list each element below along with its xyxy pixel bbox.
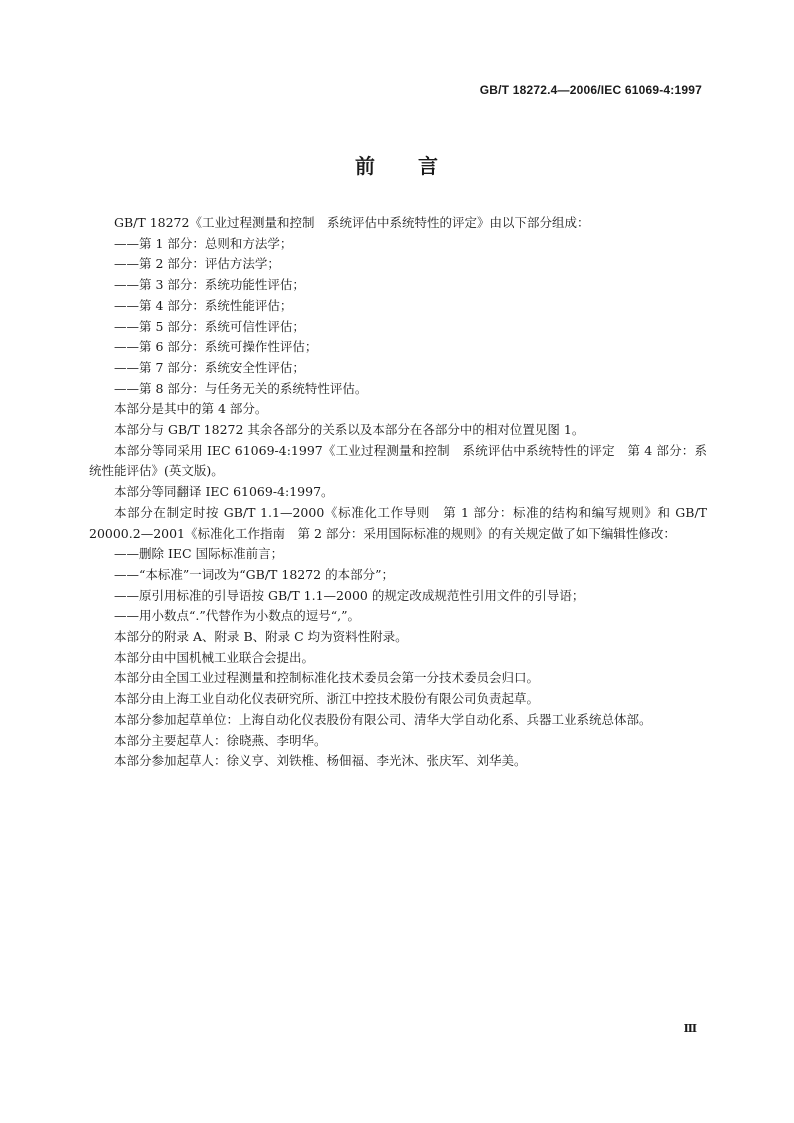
list-item-part-4: ——第 4 部分：系统性能评估； — [114, 297, 293, 313]
list-item-part-2: ——第 2 部分：评估方法学； — [114, 256, 280, 272]
list-item-part-8: ——第 8 部分：与任务无关的系统特性评估。 — [114, 380, 368, 396]
paragraph-adoption: 本部分等同采用 IEC 61069-4:1997《工业过程测量和控制 系统评估中系统特性的评定 第 4 部分：系统性能评估》(英文版)。 — [89, 442, 707, 479]
paragraph-proposer: 本部分由中国机械工业联合会提出。 — [114, 649, 315, 665]
paragraph-annexes: 本部分的附录 A、附录 B、附录 C 均为资料性附录。 — [114, 629, 408, 645]
list-item-edit-1: ——删除 IEC 国际标准前言； — [114, 546, 284, 562]
list-item-edit-2: ——“本标准”一词改为“GB/T 18272 的本部分”； — [114, 566, 394, 582]
list-item-part-5: ——第 5 部分：系统可信性评估； — [114, 318, 305, 334]
paragraph-intro: GB/T 18272《工业过程测量和控制 系统评估中系统特性的评定》由以下部分组成： — [114, 215, 590, 230]
paragraph-participating-units: 本部分参加起草单位：上海自动化仪表股份有限公司、清华大学自动化系、兵器工业系统总体部。 — [114, 711, 652, 727]
list-item-edit-3: ——原引用标准的引导语按 GB/T 1.1—2000 的规定改成规范性引用文件的引导语； — [114, 587, 585, 603]
paragraph-relation: 本部分与 GB/T 18272 其余各部分的关系以及本部分在各部分中的相对位置见图 1。 — [114, 422, 585, 438]
foreword-body — [89, 213, 707, 772]
paragraph-participating-drafters: 本部分参加起草人：徐义亨、刘铁椎、杨佃福、李光沐、张庆军、刘华美。 — [114, 753, 527, 769]
page-number: Ⅲ — [683, 1022, 696, 1035]
paragraph-part-statement: 本部分是其中的第 4 部分。 — [114, 401, 268, 417]
standard-number-header: GB/T 18272.4—2006/IEC 61069-4:1997 — [479, 83, 702, 97]
title-char-1: 前 — [355, 154, 376, 178]
paragraph-translation: 本部分等同翻译 IEC 61069-4:1997。 — [114, 484, 334, 500]
list-item-part-3: ——第 3 部分：系统功能性评估； — [114, 277, 305, 293]
list-item-edit-4: ——用小数点“.”代替作为小数点的逗号“,”。 — [114, 608, 361, 624]
page-title — [0, 150, 794, 179]
paragraph-committee: 本部分由全国工业过程测量和控制标准化技术委员会第一分技术委员会归口。 — [114, 670, 540, 686]
title-char-2: 言 — [418, 154, 439, 178]
list-item-part-6: ——第 6 部分：系统可操作性评估； — [114, 339, 318, 355]
list-item-part-7: ——第 7 部分：系统安全性评估； — [114, 359, 305, 375]
list-item-part-1: ——第 1 部分：总则和方法学； — [114, 235, 293, 251]
paragraph-drafting-rules: 本部分在制定时按 GB/T 1.1—2000《标准化工作导则 第 1 部分：标准的结构和编写规则》和 GB/T 20000.2—2001《标准化工作指南 第 2 部分：采用国际标准的规则》的有关规定做了如下编辑性修改： — [89, 504, 707, 541]
paragraph-main-drafters: 本部分主要起草人：徐晓燕、李明华。 — [114, 732, 327, 748]
paragraph-drafters: 本部分由上海工业自动化仪表研究所、浙江中控技术股份有限公司负责起草。 — [114, 691, 540, 707]
